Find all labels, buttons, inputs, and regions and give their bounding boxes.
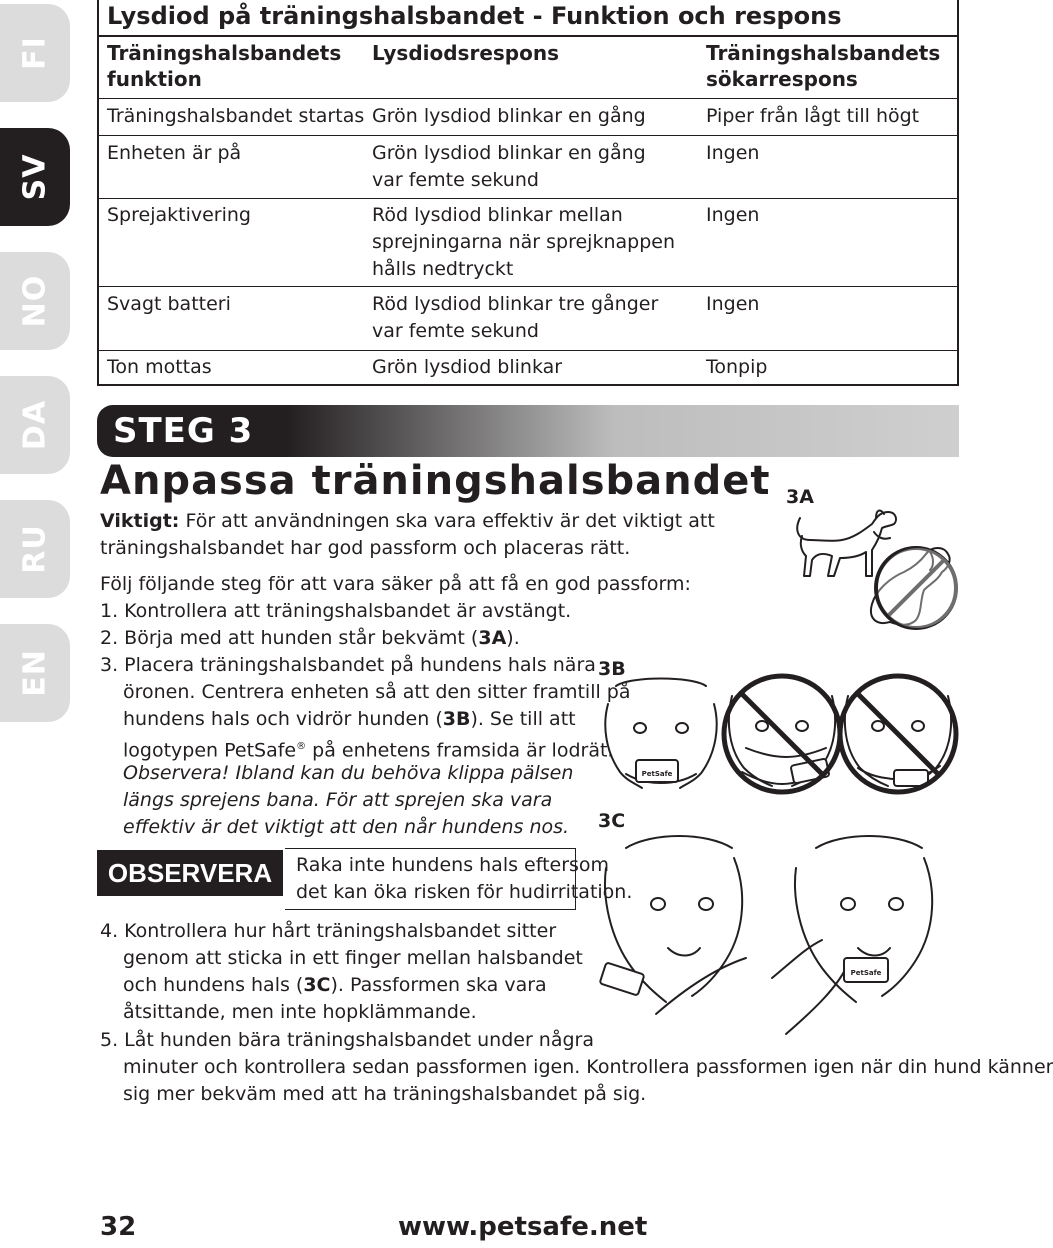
step-3-note-3: effektiv är det viktigt att den når hundens nos.: [123, 816, 570, 838]
petsafe-logo: PetSafe: [850, 969, 882, 977]
table-cell: Ton mottas: [107, 356, 212, 378]
lang-tab-no[interactable]: [0, 252, 70, 350]
figure-3c: [596, 808, 960, 1044]
figure-ref-3c: 3C: [303, 974, 331, 996]
figure-ref-3b: 3B: [442, 708, 471, 730]
table-header: Lysdiodsrespons: [372, 41, 559, 65]
figure-ref-3a: 3A: [478, 627, 507, 649]
caution-label: OBSERVERA: [107, 858, 273, 888]
step-3-line-3: [123, 706, 576, 733]
step-3-note-1: Observera! Ibland kan du behöva klippa pälsen: [123, 762, 574, 784]
figure-3a: [780, 480, 958, 660]
lang-tab-label: EN: [17, 649, 53, 697]
figure-3b: [596, 656, 960, 806]
step-label: STEG 3: [113, 411, 254, 451]
step-3-text: hundens hals och vidrör hunden (: [123, 708, 443, 730]
step-2-end: ).: [506, 627, 520, 649]
lang-tab-label: DA: [17, 399, 53, 451]
lang-tab-label: FI: [17, 36, 53, 70]
step-4-text-end: ). Passformen ska vara: [330, 974, 547, 996]
lang-tab-da[interactable]: [0, 376, 70, 474]
table-cell: Svagt batteri: [107, 293, 231, 315]
figure-3a-label: 3A: [786, 486, 814, 508]
table-divider: [99, 350, 957, 351]
step-3-line-1: 3. Placera träningshalsbandet på hundens hals nära: [100, 654, 596, 676]
lang-tab-sv[interactable]: [0, 128, 70, 226]
table-cell: Ingen: [706, 293, 760, 315]
table-cell: Grön lysdiod blinkar en gång var femte sekund: [372, 142, 646, 191]
important-line-2: träningshalsbandet har god passform och placeras rätt.: [100, 537, 631, 559]
page-number: 32: [100, 1212, 137, 1242]
step-3-note-2: längs sprejens bana. För att sprejen ska vara: [123, 789, 553, 811]
caution-line-1: Raka inte hundens hals eftersom: [296, 854, 610, 876]
table-cell: Enheten är på: [107, 142, 242, 164]
collar-placement-illustration: [596, 656, 960, 806]
finger-fit-check-illustration: [596, 808, 960, 1044]
step-5-line-2: minuter och kontrollera sedan passformen igen. Kontrollera passformen igen när din hund känner: [123, 1056, 1053, 1078]
caution-line-2: det kan öka risken för hudirritation.: [296, 881, 633, 903]
important-line-1: [100, 508, 715, 535]
lang-tab-fi[interactable]: [0, 4, 70, 102]
table-cell: Grön lysdiod blinkar en gång: [372, 105, 646, 127]
lang-tab-label: NO: [17, 274, 53, 328]
section-heading: Anpassa träningshalsbandet: [100, 458, 771, 504]
step-5-line-3: sig mer bekväm med att ha träningshalsbandet på sig.: [123, 1083, 647, 1105]
step-5-line-1: 5. Låt hunden bära träningshalsbandet under några: [100, 1029, 594, 1051]
table-divider: [99, 98, 957, 99]
table-cell: Piper från lågt till högt: [706, 105, 920, 127]
step-3-text-end: ). Se till att: [470, 708, 576, 730]
table-title: Lysdiod på träningshalsbandet - Funktion och respons: [107, 2, 842, 30]
registered-mark: ®: [296, 741, 307, 752]
table-cell: Ingen: [706, 142, 760, 164]
table-divider: [99, 198, 957, 199]
figure-3c-label: 3C: [598, 810, 626, 832]
step-3-logo-end: på enhetens framsida är lodrät.: [306, 739, 614, 762]
lang-tab-en[interactable]: [0, 624, 70, 722]
table-cell: Tonpip: [706, 356, 768, 378]
table-cell: Röd lysdiod blinkar mellan sprejningarna när sprejknappen hålls nedtryckt: [372, 204, 675, 280]
petsafe-logo: PetSafe: [641, 770, 673, 778]
table-title-rule: [97, 35, 959, 37]
figure-3b-label: 3B: [598, 658, 626, 680]
lang-tab-ru[interactable]: [0, 500, 70, 598]
table-header: Träningshalsbandets funktion: [107, 41, 342, 91]
step-1: 1. Kontrollera att träningshalsbandet är avstängt.: [100, 600, 572, 622]
table-cell: Ingen: [706, 204, 760, 226]
step-2: [100, 625, 520, 652]
step-banner: [97, 405, 959, 457]
lang-tab-label: RU: [17, 524, 53, 574]
table-divider: [99, 286, 957, 287]
table-header: Träningshalsbandets sökarrespons: [706, 41, 941, 91]
step-4-text: och hundens hals (: [123, 974, 304, 996]
important-label: Viktigt:: [100, 510, 180, 532]
step-3-logo-text: logotypen PetSafe: [123, 739, 297, 762]
step-4-line-2: genom att sticka in ett finger mellan halsbandet: [123, 947, 583, 969]
table-cell: Röd lysdiod blinkar tre gånger var femte sekund: [372, 293, 659, 342]
step-3-line-2: öronen. Centrera enheten så att den sitter framtill på: [123, 681, 631, 703]
table-cell: Grön lysdiod blinkar: [372, 356, 563, 378]
step-4-line-4: åtsittande, men inte hopklämmande.: [123, 1001, 477, 1023]
table-cell: Träningshalsbandet startas: [107, 105, 365, 127]
important-text: För att användningen ska vara effektiv är det viktigt att: [185, 510, 715, 532]
lang-tab-label: SV: [17, 153, 53, 201]
table-cell: Sprejaktivering: [107, 204, 251, 226]
caution-label-box: [97, 850, 283, 896]
step-4-line-1: 4. Kontrollera hur hårt träningshalsbandet sitter: [100, 920, 557, 942]
intro-text: Följ följande steg för att vara säker på att få en god passform:: [100, 573, 691, 595]
step-2-text: 2. Börja med att hunden står bekvämt (: [100, 627, 479, 649]
footer-url[interactable]: www.petsafe.net: [398, 1212, 648, 1242]
step-4-line-3: [123, 972, 547, 999]
table-divider: [99, 135, 957, 136]
